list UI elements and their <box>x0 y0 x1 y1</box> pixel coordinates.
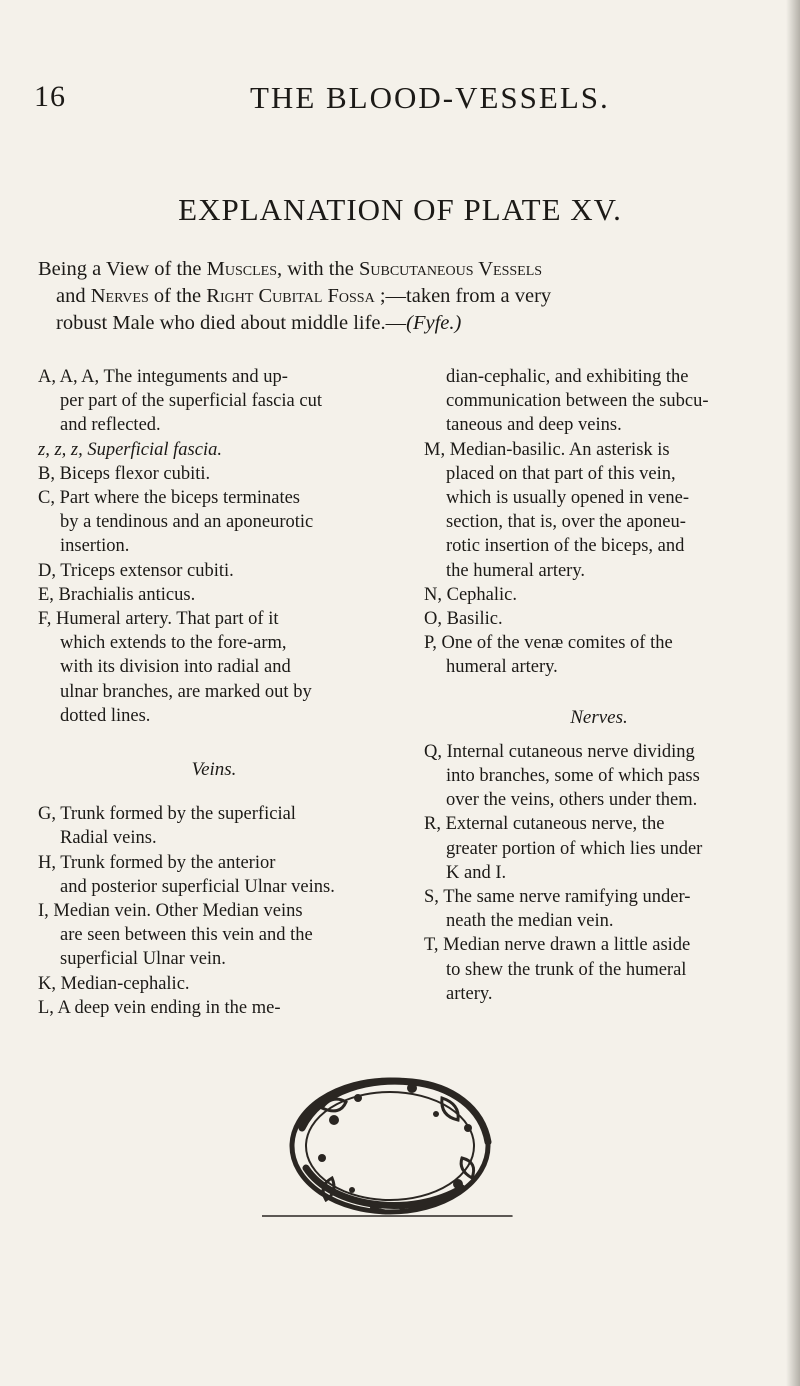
text-run: , with the <box>276 258 359 280</box>
legend-entry-i: I, Median vein. Other Median veins are seen between this vein and the superficial Ulnar vein. <box>38 901 313 970</box>
veins-heading: Veins. <box>191 759 237 781</box>
text-run: robust Male who died about middle life.— <box>56 312 407 334</box>
legend-entry-l-continued: dian-cephalic, and exhibiting the communication between the subcu- taneous and deep veins. <box>446 367 709 436</box>
legend-entry-n: N, Cephalic. <box>424 584 517 605</box>
text-run: and <box>56 285 91 307</box>
text-run: (Fyfe.) <box>406 312 462 334</box>
legend-entry-e: E, Brachialis anticus. <box>38 584 196 605</box>
legend-entry-d: D, Triceps extensor cubiti. <box>38 560 234 581</box>
legend-entry-q: Q, Internal cutaneous nerve dividing into branches, some of which pass over the veins, others under them. <box>424 741 700 811</box>
description-line-2 <box>38 283 768 310</box>
legend-entry-f: F, Humeral artery. That part of it which extends to the fore-arm, with its division into radial and ulnar branches, are marked out by dotted lines. <box>38 609 312 726</box>
legend-entry-s: S, The same nerve ramifying under- neath the median vein. <box>424 887 691 932</box>
legend-entry-a: A, A, A, The integuments and up- per part of the superficial fascia cut and reflected. <box>38 367 322 436</box>
legend-entry-p: P, One of the venæ comites of the humeral artery. <box>424 633 673 678</box>
text-run: Being a View of the <box>38 258 207 280</box>
page-edge-shadow <box>786 0 800 1386</box>
legend-entry-h: H, Trunk formed by the anterior and posterior superficial Ulnar veins. <box>38 852 335 897</box>
text-run: of the <box>148 285 207 307</box>
decorative-vignette-icon <box>262 1058 522 1238</box>
description-line-3 <box>38 310 768 337</box>
running-head: THE BLOOD-VESSELS. <box>250 80 610 115</box>
description-line-1 <box>38 256 768 283</box>
legend-entry-t: T, Median nerve drawn a little aside to shew the trunk of the humeral artery. <box>424 935 691 1004</box>
text-run: Nerves <box>90 285 149 307</box>
page-header <box>0 80 800 120</box>
plate-description <box>38 256 768 337</box>
legend-entry-z: z, z, z, Superficial fascia. <box>38 439 222 460</box>
page-number: 16 <box>34 80 66 113</box>
legend-entry-r: R, External cutaneous nerve, the greater portion of which lies under K and I. <box>424 814 703 883</box>
legend-entry-g: G, Trunk formed by the superficial Radial veins. <box>38 804 296 849</box>
plate-title: EXPLANATION OF PLATE XV. <box>178 192 622 227</box>
legend-entry-b: B, Biceps flexor cubiti. <box>38 463 211 484</box>
left-column <box>38 365 390 1020</box>
legend-entry-k: K, Median-cephalic. <box>38 973 190 994</box>
legend-entry-m: M, Median-basilic. An asterisk is placed on that part of this vein, which is usually opened in vene- section, that is, over the aponeu- rotic insertion of the biceps, and the humeral artery. <box>424 439 690 581</box>
nerves-heading: Nerves. <box>570 706 628 728</box>
text-run: ;—taken from a very <box>374 285 552 307</box>
legend-entry-l: L, A deep vein ending in the me- <box>38 997 281 1018</box>
text-run: Muscles <box>206 258 277 280</box>
legend-entry-c: C, Part where the biceps terminates by a tendinous and an aponeurotic insertion. <box>38 488 314 557</box>
text-run: Right Cubital Fossa <box>206 285 375 307</box>
legend-entry-o: O, Basilic. <box>424 609 503 630</box>
text-run: Subcutaneous Vessels <box>358 258 543 280</box>
right-column <box>424 365 774 1006</box>
